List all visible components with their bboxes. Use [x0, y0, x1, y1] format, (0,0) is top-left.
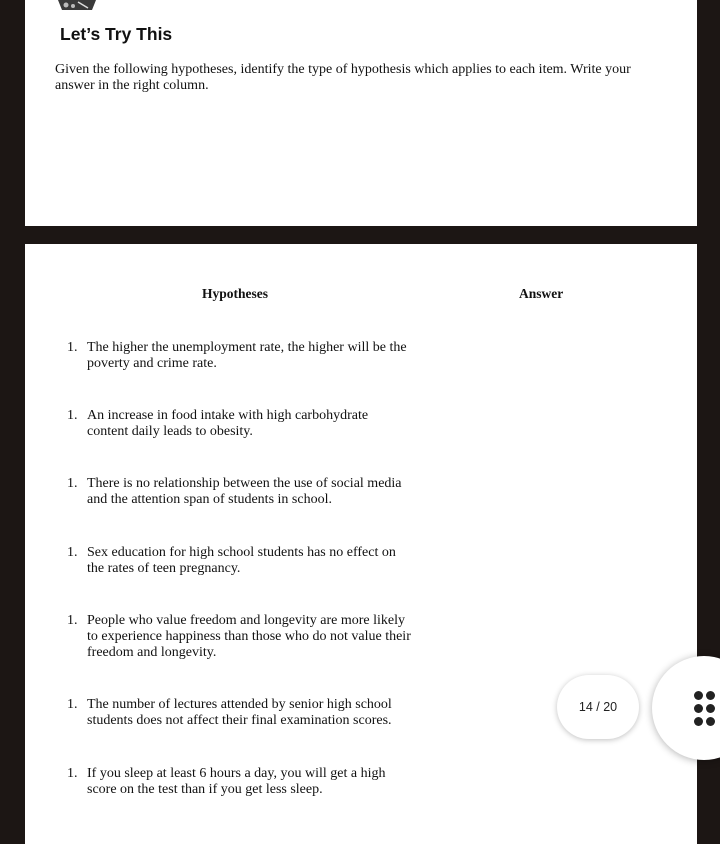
item-number: 1. — [67, 408, 78, 423]
item-text: Sex education for high school students has no effect on the rates of teen pregnancy. — [87, 545, 396, 576]
hypothesis-item — [67, 545, 412, 577]
item-number: 1. — [67, 340, 78, 355]
hypothesis-item — [67, 476, 412, 508]
item-text: There is no relationship between the use of social media and the attention span of students in school. — [87, 476, 402, 507]
hypothesis-item — [67, 340, 412, 372]
section-heading: Let’s Try This — [60, 24, 173, 44]
item-number: 1. — [67, 476, 78, 491]
item-number: 1. — [67, 545, 78, 560]
logo-icon — [58, 0, 96, 10]
document-page-14 — [25, 244, 697, 844]
item-text: If you sleep at least 6 hours a day, you will get a high score on the test than if you get less sleep. — [87, 766, 386, 797]
item-text: An increase in food intake with high carbohydrate content daily leads to obesity. — [87, 408, 369, 439]
item-text: The number of lectures attended by senior high school students does not affect their final examination scores. — [87, 697, 392, 728]
item-number: 1. — [67, 613, 78, 628]
item-number: 1. — [67, 697, 78, 712]
item-number: 1. — [67, 766, 78, 781]
document-page-13 — [25, 0, 697, 226]
item-text: People who value freedom and longevity are more likely to experience happiness than those who do not value their freedom and longevity. — [87, 613, 411, 660]
hypothesis-item — [67, 408, 412, 440]
instructions-text: Given the following hypotheses, identify the type of hypothesis which applies to each item. Write your answer in the right column. — [55, 62, 631, 93]
hypothesis-item — [67, 766, 412, 798]
hypothesis-item — [67, 697, 412, 729]
item-text: The higher the unemployment rate, the higher will be the poverty and crime rate. — [87, 340, 407, 371]
hypothesis-item — [67, 613, 412, 661]
page-indicator[interactable]: 14 / 20 — [557, 675, 639, 739]
column-header-hypotheses: Hypotheses — [202, 286, 269, 301]
column-header-answer: Answer — [519, 286, 564, 301]
